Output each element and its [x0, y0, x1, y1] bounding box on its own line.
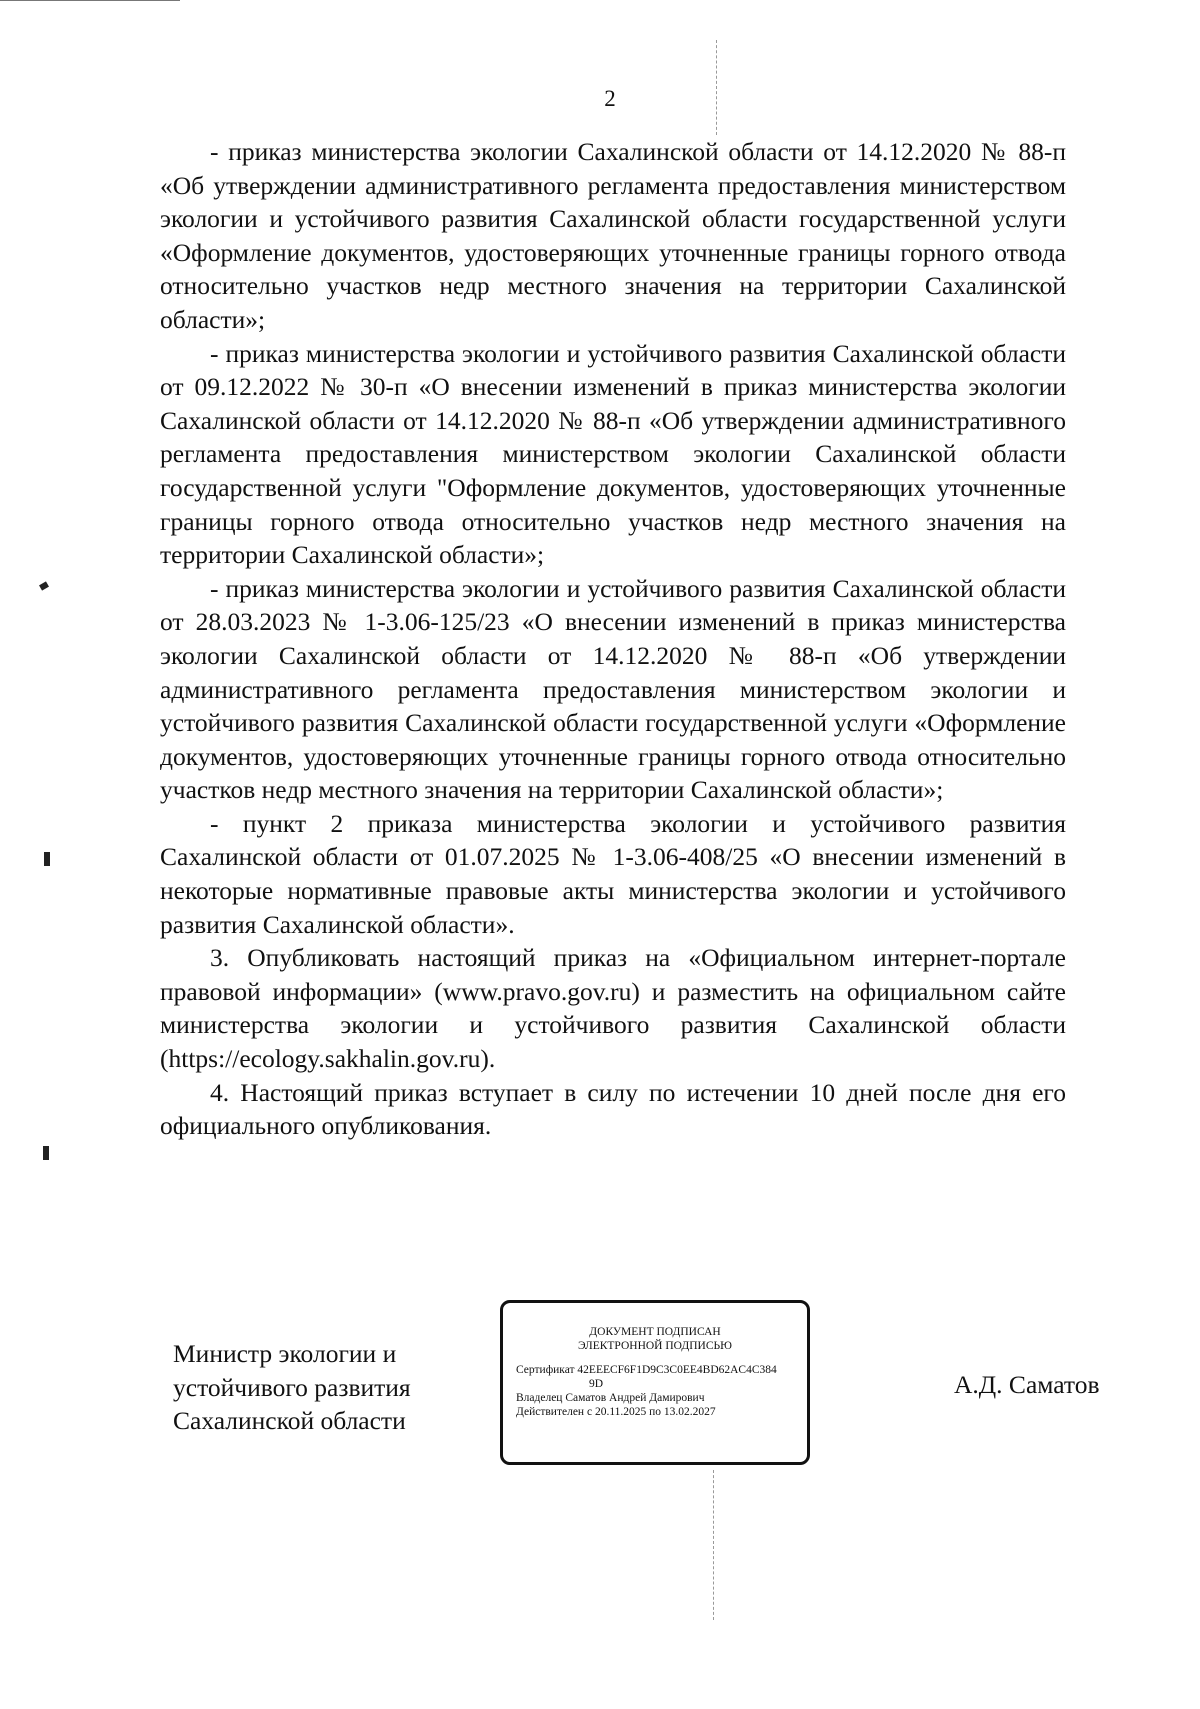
- stamp-validity: Действителен с 20.11.2025 по 13.02.2027: [516, 1406, 716, 1418]
- stamp-title-line: ЭЛЕКТРОННОЙ ПОДПИСЬЮ: [578, 1340, 732, 1352]
- stamp-certificate: Сертификат 42EEECF6F1D9C3C0EE4BD62AC4C384: [516, 1364, 777, 1376]
- minister-title: [173, 1337, 411, 1438]
- scan-fold-line: [713, 1470, 715, 1620]
- document-body: [160, 135, 1066, 1143]
- stamp-details: [503, 1363, 807, 1419]
- paragraph-publish: 3. Опубликовать настоящий приказ на «Официальном интернет-портале правовой информации» (www.pravo.gov.ru) и разместить на официальном сайте министерства экологии и устойчивого развития Сахалинской области (https://ecology.sakhalin.gov.ru).: [160, 943, 1066, 1074]
- scan-border-line: [0, 0, 180, 1]
- minister-title-line: Сахалинской области: [173, 1406, 406, 1436]
- scan-speck: [44, 852, 50, 866]
- scan-speck: [43, 1146, 49, 1160]
- paragraph-order-125-23: - приказ министерства экологии и устойчивого развития Сахалинской области от 28.03.2023 № 1-3.06-125/23 «О внесении изменений в приказ министерства экологии Сахалинской области от 14.12.2020 № 88-п «Об утверждении административного регламента предоставления министерством экологии и устойчивого развития Сахалинской области государственной услуги «Оформление документов, удостоверяющих уточненные границы горного отвода относительно участков недр местного значения на территории Сахалинской области»;: [160, 573, 1066, 805]
- paragraph-order-88p: - приказ министерства экологии Сахалинской области от 14.12.2020 № 88-п «Об утверждении административного регламента предоставления министерством экологии и устойчивого развития Сахалинской области государственной услуги «Оформление документов, удостоверяющих уточненные границы горного отвода относительно участков недр местного значения на территории Сахалинской области»;: [160, 137, 1066, 334]
- page-number: 2: [604, 86, 616, 111]
- minister-title-line: устойчивого развития: [173, 1372, 411, 1402]
- signer-name: А.Д. Саматов: [954, 1370, 1100, 1399]
- paragraph-order-30p: - приказ министерства экологии и устойчивого развития Сахалинской области от 09.12.2022 № 30-п «О внесении изменений в приказ министерства экологии Сахалинской области от 14.12.2020 № 88-п «Об утверждении административного регламента предоставления министерством экологии Сахалинской области государственной услуги "Оформление документов, удостоверяющих уточненные границы горного отвода относительно участков недр местного значения на территории Сахалинской области»;: [160, 338, 1066, 570]
- paragraph-order-408-25: - пункт 2 приказа министерства экологии и устойчивого развития Сахалинской области от 01.07.2025 № 1-3.06-408/25 «О внесении изменений в некоторые нормативные правовые акты министерства экологии и устойчивого развития Сахалинской области».: [160, 808, 1066, 939]
- signature-block: [0, 1300, 1200, 1480]
- paragraph-effective: 4. Настоящий приказ вступает в силу по истечении 10 дней после дня его официального опубликования.: [160, 1077, 1066, 1141]
- stamp-title: [503, 1325, 807, 1353]
- stamp-title-line: ДОКУМЕНТ ПОДПИСАН: [589, 1326, 721, 1338]
- scan-speck: [39, 581, 49, 590]
- stamp-owner: Владелец Саматов Андрей Дамирович: [516, 1392, 705, 1404]
- electronic-signature-stamp: [500, 1300, 810, 1465]
- minister-title-line: Министр экологии и: [173, 1339, 397, 1368]
- scan-fold-line: [716, 40, 718, 135]
- stamp-certificate-tail: 9D: [589, 1378, 604, 1390]
